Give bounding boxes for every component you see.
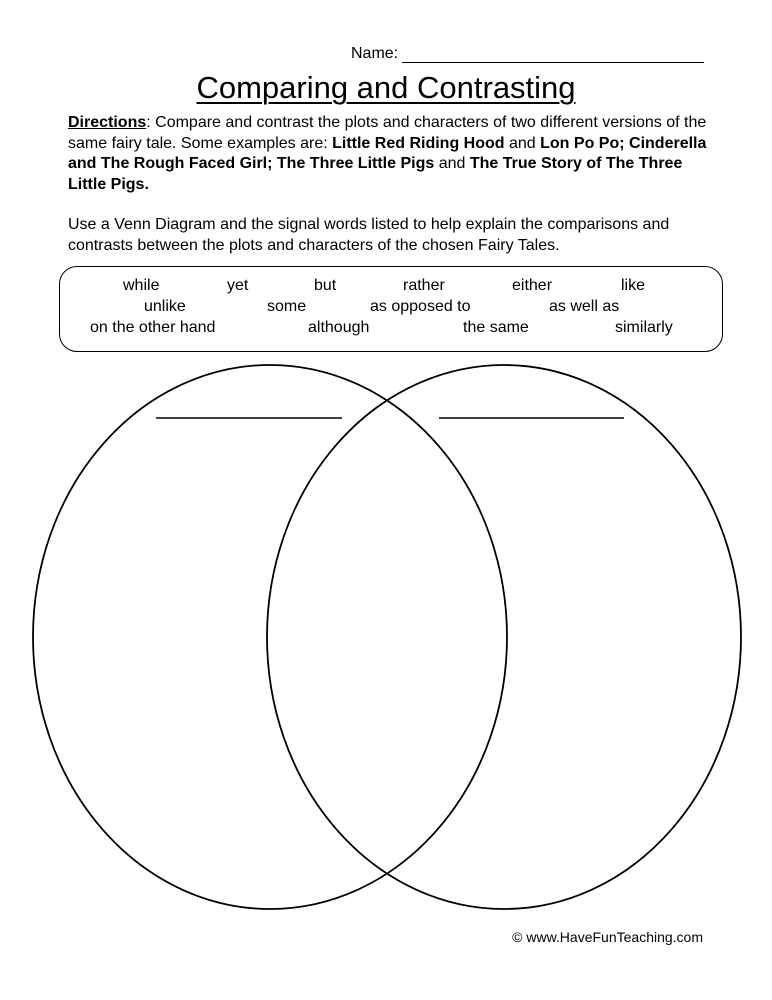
signal-word: yet bbox=[227, 277, 249, 294]
signal-word: some bbox=[267, 298, 307, 315]
and-text-2: and bbox=[434, 155, 470, 172]
name-label: Name: bbox=[351, 45, 399, 62]
copyright-text: © www.HaveFunTeaching.com bbox=[512, 929, 703, 945]
example-4: The True Story of The Three Little Pigs. bbox=[68, 155, 683, 193]
signal-word: like bbox=[621, 277, 646, 294]
signal-word: but bbox=[314, 277, 337, 294]
signal-word: similarly bbox=[615, 319, 673, 336]
example-3: Cinderella and The Rough Faced Girl; The Three Little Pigs bbox=[68, 134, 707, 172]
signal-word: although bbox=[308, 319, 370, 336]
venn-left-circle bbox=[33, 365, 507, 909]
example-2: Lon Po Po; bbox=[540, 134, 625, 152]
usage-paragraph: Use a Venn Diagram and the signal words listed to help explain the comparisons and contrasts between the plots and characters of the chosen Fairy Tales. bbox=[68, 216, 670, 254]
signal-word: either bbox=[512, 277, 553, 294]
example-1: Little Red Riding Hood bbox=[332, 134, 505, 152]
signal-word: rather bbox=[403, 277, 445, 294]
signal-word: the same bbox=[463, 319, 529, 336]
directions-label: Directions bbox=[68, 114, 147, 131]
signal-word: unlike bbox=[144, 298, 186, 315]
signal-word: as well as bbox=[549, 298, 620, 315]
venn-right-circle bbox=[267, 365, 741, 909]
signal-word: as opposed to bbox=[370, 298, 471, 315]
page-title: Comparing and Contrasting bbox=[196, 70, 576, 105]
signal-word: while bbox=[123, 277, 160, 294]
and-text-1: and bbox=[504, 134, 541, 152]
directions-intro: : Compare and contrast the plots and characters of two different versions of the same fairy tale. Some examples are: bbox=[68, 114, 707, 152]
signal-word: on the other hand bbox=[90, 319, 216, 336]
